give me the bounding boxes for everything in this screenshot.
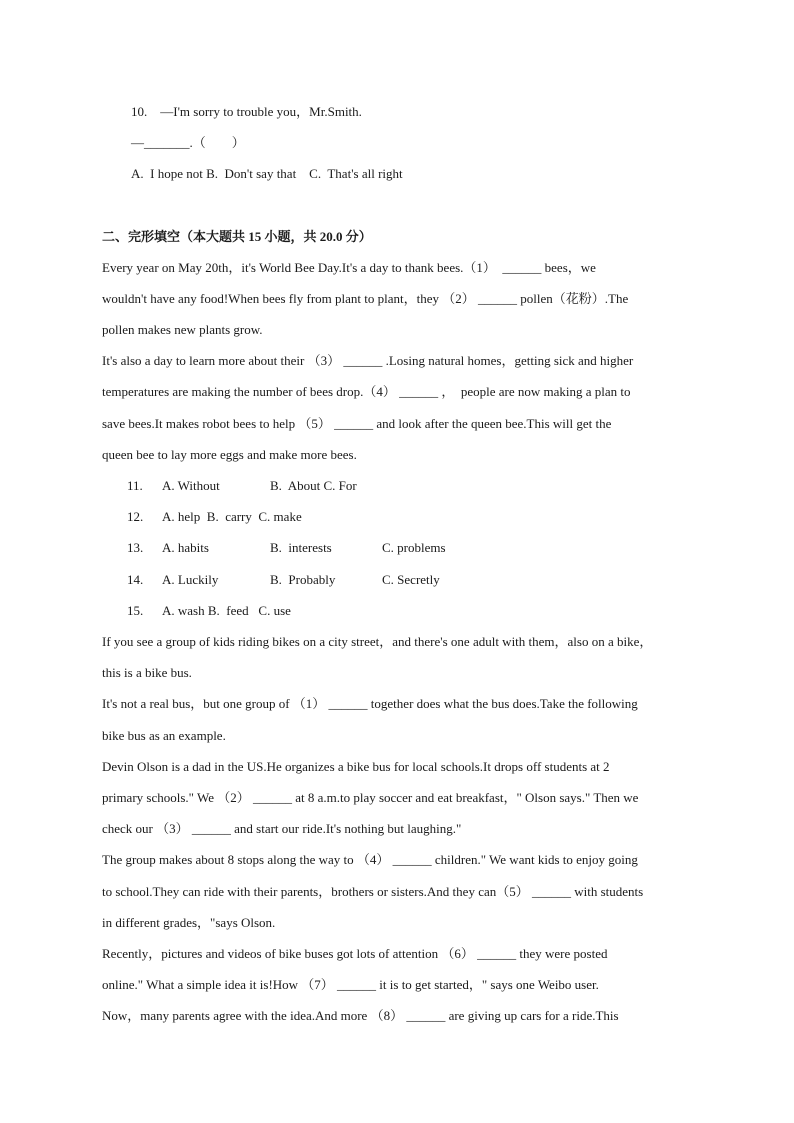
- option-c: C. problems: [382, 540, 446, 555]
- passage2-line: If you see a group of kids riding bikes on a city street，and there's one adult with them，also on a bike，: [102, 634, 653, 649]
- passage1-line: queen bee to lay more eggs and make more bees.: [102, 447, 357, 462]
- question-10-blank: —_______.（ ）: [131, 135, 245, 150]
- section-heading: 二、完形填空（本大题共 15 小题，共 20.0 分）: [102, 229, 372, 244]
- passage1-line: pollen makes new plants grow.: [102, 322, 263, 337]
- passage2-line: to school.They can ride with their parents，brothers or sisters.And they can（5） ______ with students: [102, 884, 644, 899]
- question-number: 15.: [127, 603, 144, 618]
- passage2-line: Recently，pictures and videos of bike buses got lots of attention （6） ______ they were posted: [102, 946, 608, 961]
- option-a: A. wash B. feed C. use: [162, 603, 291, 618]
- option-a: A. help B. carry C. make: [162, 509, 302, 524]
- question-number: 11.: [127, 478, 143, 493]
- option-a: A. Luckily: [162, 572, 219, 587]
- option-b: B. interests: [270, 540, 332, 555]
- question-number: 13.: [127, 540, 144, 555]
- question-10-options: A. I hope not B. Don't say that C. That's all right: [131, 166, 403, 181]
- passage2-line: check our （3） ______ and start our ride.It's nothing but laughing.": [102, 821, 462, 836]
- option-b: B. Probably: [270, 572, 336, 587]
- passage1-line: Every year on May 20th，it's World Bee Day.It's a day to thank bees.（1） ______ bees，we: [102, 260, 596, 275]
- option-c: C. Secretly: [382, 572, 440, 587]
- passage2-line: primary schools." We （2） ______ at 8 a.m.to play soccer and eat breakfast，" Olson says." Then we: [102, 790, 639, 805]
- passage2-line: It's not a real bus，but one group of （1） ______ together does what the bus does.Take the following: [102, 696, 638, 711]
- passage1-line: It's also a day to learn more about their （3） ______ .Losing natural homes，getting sick and higher: [102, 353, 634, 368]
- option-a: A. habits: [162, 540, 209, 555]
- passage1-line: temperatures are making the number of bees drop.（4） ______ ， people are now making a plan to: [102, 384, 631, 399]
- option-b: B. About C. For: [270, 478, 357, 493]
- passage2-line: bike bus as an example.: [102, 728, 226, 743]
- question-10-prompt: 10. —I'm sorry to trouble you，Mr.Smith.: [131, 104, 362, 119]
- passage1-line: wouldn't have any food!When bees fly from plant to plant，they （2） ______ pollen（花粉）.The: [102, 291, 629, 306]
- passage2-line: in different grades，"says Olson.: [102, 915, 276, 930]
- question-number: 12.: [127, 509, 144, 524]
- passage2-line: this is a bike bus.: [102, 665, 192, 680]
- passage2-line: online." What a simple idea it is!How （7） ______ it is to get started，" says one Weibo user.: [102, 977, 599, 992]
- passage2-line: The group makes about 8 stops along the way to （4） ______ children." We want kids to enjoy going: [102, 852, 638, 867]
- question-number: 14.: [127, 572, 144, 587]
- passage2-line: Now，many parents agree with the idea.And more （8） ______ are giving up cars for a ride.This: [102, 1008, 619, 1023]
- passage2-line: Devin Olson is a dad in the US.He organizes a bike bus for local schools.It drops off students at 2: [102, 759, 610, 774]
- passage1-line: save bees.It makes robot bees to help （5） ______ and look after the queen bee.This will get the: [102, 416, 612, 431]
- option-a: A. Without: [162, 478, 220, 493]
